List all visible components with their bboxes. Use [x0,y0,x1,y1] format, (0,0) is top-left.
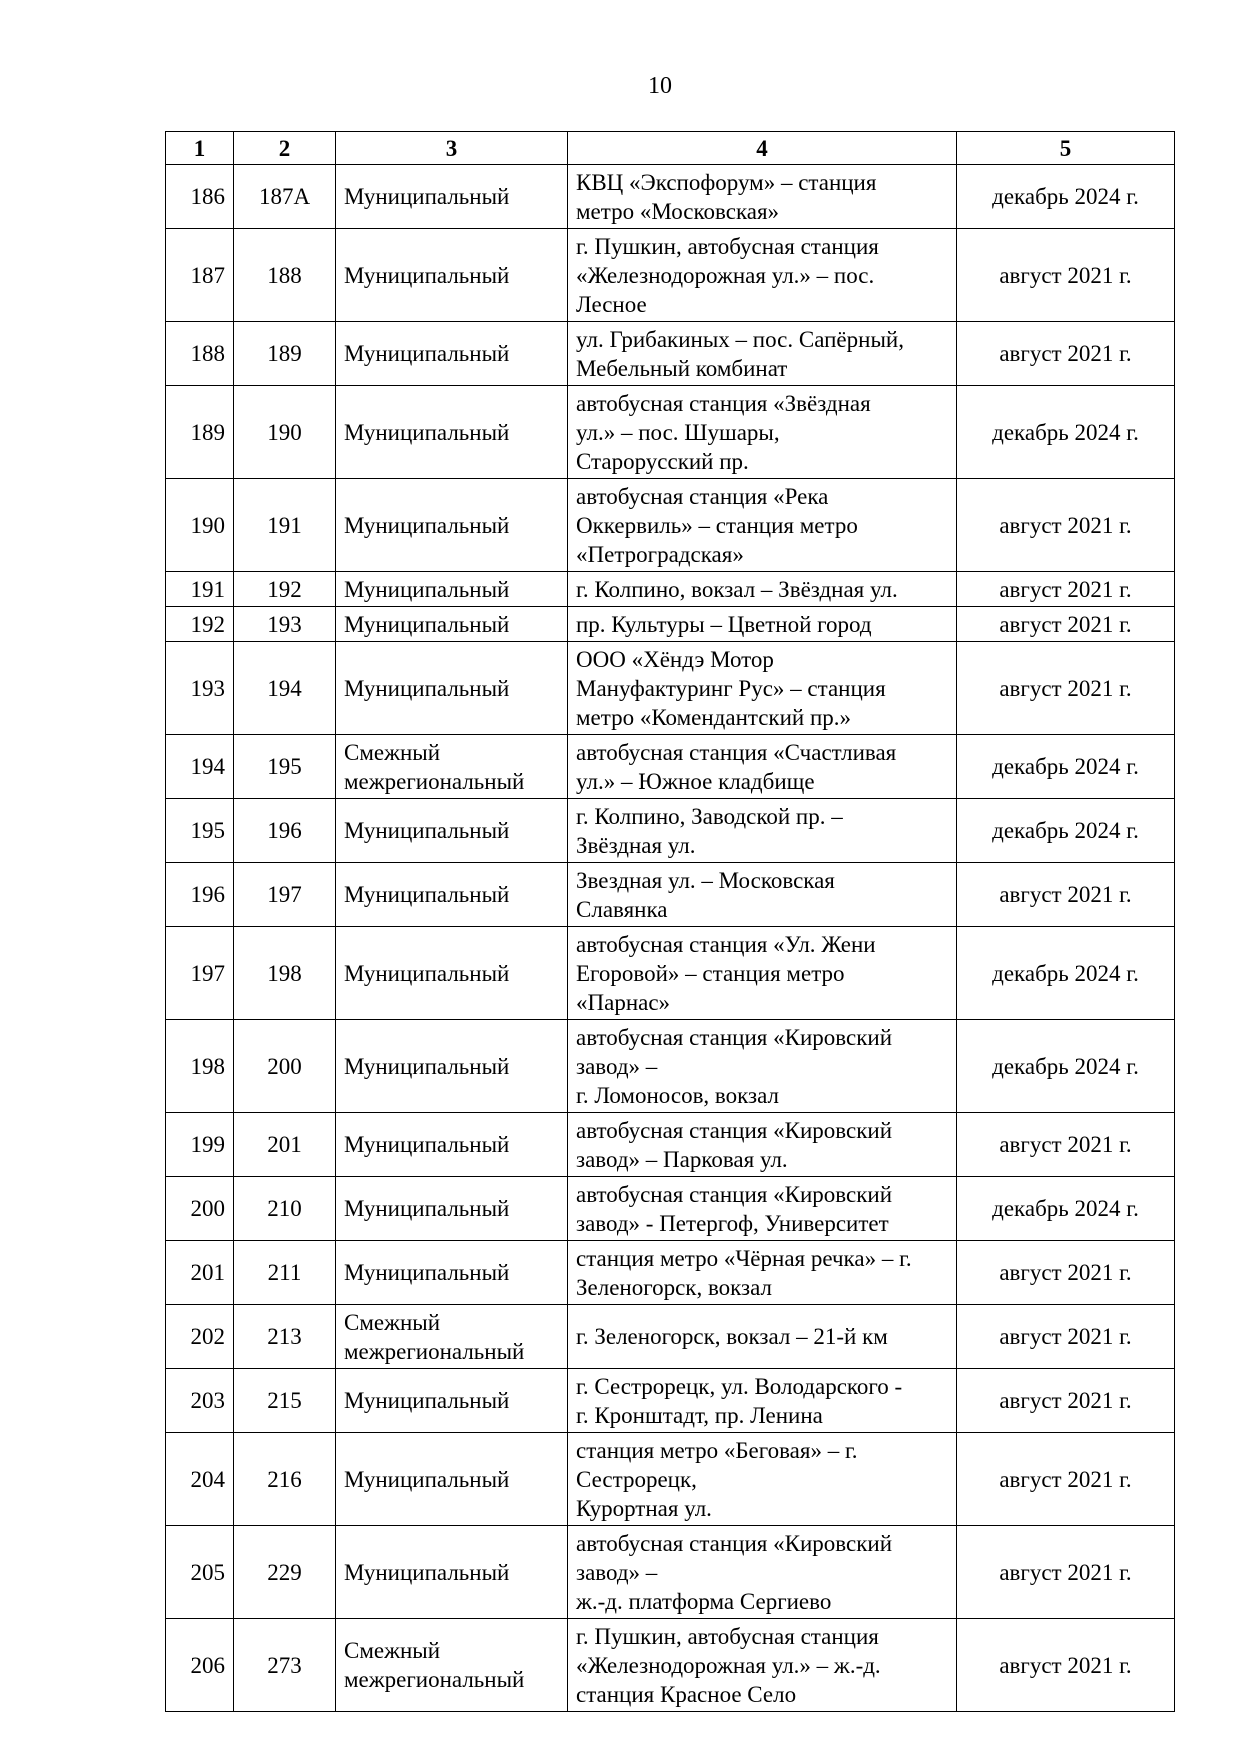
route-number [234,1305,336,1369]
route-path-line: автобусная станция «Ул. Жени [576,931,876,957]
route-type-line: Муниципальный [344,1388,510,1413]
route-path-line: автобусная станция «Река [576,483,829,509]
route-number [234,165,336,229]
row-number-text: 204 [190,1466,225,1492]
route-type-line: Муниципальный [344,1466,510,1492]
route-path [568,386,957,479]
route-type [336,863,568,927]
row-number-text: 198 [190,1053,225,1079]
table-row [166,229,1175,322]
route-type-line: Муниципальный [344,184,510,209]
route-date-text: декабрь 2024 г. [992,419,1139,445]
route-number-text: 213 [267,1324,302,1349]
row-number-text: 201 [190,1260,225,1285]
route-path [568,642,957,735]
route-date [957,1113,1175,1177]
route-number-text: 196 [267,818,302,843]
table-row [166,165,1175,229]
route-date [957,642,1175,735]
route-date [957,165,1175,229]
row-number-text: 195 [190,818,225,843]
route-date-text: август 2021 г. [999,1388,1132,1413]
route-number [234,1526,336,1619]
row-number [166,165,234,229]
route-type-line: Смежный [344,1309,441,1335]
route-path [568,1369,957,1433]
route-path-line: автобусная станция «Звёздная [576,390,871,416]
row-number [166,1433,234,1526]
table-row [166,642,1175,735]
route-path [568,1020,957,1113]
route-type [336,1369,568,1433]
route-type [336,642,568,735]
route-path-line: завод» - Петергоф, Университет [576,1210,889,1236]
row-number-text: 186 [190,184,225,209]
table-row [166,1619,1175,1712]
table-row [166,1241,1175,1305]
row-number-text: 193 [190,675,225,701]
route-type [336,322,568,386]
row-number-text: 187 [190,262,225,288]
route-number-text: 188 [267,262,302,288]
route-path-line: Сестрорецк, [576,1466,697,1492]
route-path [568,607,957,642]
route-path-line: Зеленогорск, вокзал [576,1274,773,1300]
route-number-text: 195 [267,754,302,779]
row-number [166,863,234,927]
route-date [957,322,1175,386]
route-path-line: ж.-д. платформа Сергиево [576,1588,832,1614]
route-date [957,863,1175,927]
table-row [166,927,1175,1020]
route-path [568,1241,957,1305]
route-date-text: август 2021 г. [999,1559,1132,1585]
row-number [166,642,234,735]
route-number-text: 210 [267,1196,302,1221]
route-number [234,1020,336,1113]
route-type-line: межрегиональный [344,1338,525,1364]
route-path [568,479,957,572]
route-number-text: 215 [267,1388,302,1413]
row-number [166,927,234,1020]
route-number [234,1241,336,1305]
table-row [166,863,1175,927]
route-path-line: г. Пушкин, автобусная станция [576,1623,879,1649]
table-row [166,607,1175,642]
route-type-line: Муниципальный [344,960,510,986]
route-type [336,165,568,229]
route-number [234,735,336,799]
route-date [957,386,1175,479]
route-number-text: 200 [267,1053,302,1079]
row-number [166,799,234,863]
route-path-line: «Железнодорожная ул.» – ж.-д. [576,1652,881,1678]
route-number [234,863,336,927]
route-path-line: г. Пушкин, автобусная станция [576,233,879,259]
route-path-line: завод» – [576,1559,658,1585]
route-number-text: 201 [267,1132,302,1157]
route-number-text: 197 [267,882,302,907]
row-number-text: 190 [190,512,225,538]
route-path-line: г. Зеленогорск, вокзал – 21-й км [576,1324,888,1349]
table-row [166,1305,1175,1369]
table-row [166,1113,1175,1177]
route-number-text: 190 [267,419,302,445]
route-type [336,386,568,479]
route-number-text: 198 [267,960,302,986]
route-type-line: Муниципальный [344,576,510,602]
route-path-line: автобусная станция «Кировский [576,1024,893,1050]
route-type [336,735,568,799]
route-date-text: декабрь 2024 г. [992,960,1139,986]
route-path [568,1619,957,1712]
route-path-line: «Петроградская» [576,541,744,567]
row-number [166,1177,234,1241]
route-type-line: Муниципальный [344,675,510,701]
route-date [957,1020,1175,1113]
table-row [166,735,1175,799]
route-number [234,1113,336,1177]
route-number [234,1619,336,1712]
route-date-text: август 2021 г. [999,882,1132,907]
route-type [336,1020,568,1113]
route-path-line: г. Колпино, Заводской пр. – [576,803,843,829]
table-row [166,386,1175,479]
row-number [166,229,234,322]
route-path-line: ООО «Хёндэ Мотор [576,646,774,672]
route-number [234,386,336,479]
row-number-text: 200 [190,1196,225,1221]
table-row [166,1177,1175,1241]
page-number: 10 [648,73,672,99]
route-date [957,572,1175,607]
route-path-line: г. Ломоносов, вокзал [576,1082,779,1108]
route-type [336,572,568,607]
route-number-text: 187А [258,184,311,209]
route-type-line: Муниципальный [344,1260,510,1285]
route-path-line: автобусная станция «Кировский [576,1117,893,1143]
route-path-line: станция метро «Беговая» – г. [576,1437,858,1463]
route-path-line: метро «Комендантский пр.» [576,704,852,730]
route-path-line: ул.» – пос. Шушары, [576,419,780,445]
route-date [957,1369,1175,1433]
route-type [336,479,568,572]
route-path [568,1113,957,1177]
table-row [166,572,1175,607]
route-path [568,1305,957,1369]
route-path-line: Славянка [576,896,668,922]
row-number-text: 189 [190,419,225,445]
row-number [166,1020,234,1113]
header-row [166,132,1175,165]
route-date-text: август 2021 г. [999,512,1132,538]
row-number [166,572,234,607]
row-number-text: 196 [190,882,225,907]
route-date [957,799,1175,863]
route-number [234,322,336,386]
route-number [234,479,336,572]
route-number-text: 211 [267,1260,302,1285]
header-col-4: 4 [568,132,957,165]
route-number [234,1433,336,1526]
row-number [166,1305,234,1369]
row-number-text: 191 [190,576,225,602]
route-date [957,229,1175,322]
route-type [336,229,568,322]
route-path [568,165,957,229]
route-type-line: межрегиональный [344,1667,525,1692]
route-path [568,1177,957,1241]
row-number-text: 192 [190,611,225,637]
route-number [234,1369,336,1433]
route-number [234,229,336,322]
route-path-line: завод» – Парковая ул. [576,1146,788,1172]
table-row [166,799,1175,863]
route-number [234,927,336,1020]
route-path-line: Лесное [576,291,647,317]
route-type [336,1305,568,1369]
row-number-text: 194 [190,754,225,779]
route-type-line: Муниципальный [344,1053,510,1079]
route-type-line: Муниципальный [344,419,510,445]
route-type-line: Муниципальный [344,262,510,288]
header-col-2: 2 [234,132,336,165]
row-number [166,386,234,479]
row-number [166,735,234,799]
route-date-text: август 2021 г. [999,1324,1132,1349]
route-type [336,799,568,863]
row-number [166,1369,234,1433]
route-type-line: Муниципальный [344,1132,510,1157]
route-number [234,607,336,642]
route-path-line: Старорусский пр. [576,448,749,474]
row-number [166,1241,234,1305]
route-path [568,1526,957,1619]
route-date-text: август 2021 г. [999,1652,1132,1678]
table-row [166,479,1175,572]
route-type-line: Смежный [344,1638,441,1663]
route-number [234,1177,336,1241]
route-path-line: «Железнодорожная ул.» – пос. [576,262,875,288]
route-number-text: 193 [267,611,302,637]
route-date [957,479,1175,572]
route-type-line: Муниципальный [344,1196,510,1221]
route-path-line: КВЦ «Экспофорум» – станция [576,169,877,195]
route-date-text: декабрь 2024 г. [992,184,1139,209]
route-path [568,863,957,927]
row-number-text: 206 [190,1652,225,1678]
route-path-line: станция метро «Чёрная речка» – г. [576,1245,912,1271]
route-date-text: август 2021 г. [999,341,1132,366]
route-type-line: Муниципальный [344,512,510,538]
route-date [957,1433,1175,1526]
route-date [957,1305,1175,1369]
row-number [166,479,234,572]
route-path-line: автобусная станция «Счастливая [576,739,897,765]
route-date-text: август 2021 г. [999,1260,1132,1285]
route-type-line: Муниципальный [344,882,510,907]
route-type-line: Муниципальный [344,341,510,366]
route-date-text: декабрь 2024 г. [992,818,1139,843]
row-number-text: 188 [190,341,225,366]
route-date [957,607,1175,642]
route-path-line: Курортная ул. [576,1495,712,1521]
route-path-line: «Парнас» [576,989,671,1015]
table-row [166,1369,1175,1433]
route-date [957,927,1175,1020]
route-path-line: Мануфактуринг Рус» – станция [576,675,886,701]
route-number-text: 273 [267,1652,302,1678]
route-date-text: август 2021 г. [999,675,1132,701]
table-row [166,1526,1175,1619]
route-date-text: август 2021 г. [999,611,1132,637]
route-path-line: Звездная ул. – Московская [576,867,835,893]
route-type [336,1619,568,1712]
route-type [336,1177,568,1241]
route-type [336,1241,568,1305]
route-date [957,1619,1175,1712]
route-date-text: декабрь 2024 г. [992,1053,1139,1079]
route-path [568,1433,957,1526]
row-number-text: 197 [190,960,225,986]
header-col-3: 3 [336,132,568,165]
route-number-text: 192 [267,576,302,602]
route-number-text: 194 [267,675,302,701]
route-type [336,1433,568,1526]
route-date [957,735,1175,799]
row-number [166,1113,234,1177]
table-row [166,1020,1175,1113]
route-path [568,572,957,607]
route-type-line: Муниципальный [344,611,510,637]
route-path [568,799,957,863]
route-path [568,927,957,1020]
route-number-text: 216 [267,1466,302,1492]
route-date-text: август 2021 г. [999,1132,1132,1157]
route-date-text: август 2021 г. [999,1466,1132,1492]
route-path-line: пр. Культуры – Цветной город [576,611,872,637]
route-type-line: межрегиональный [344,768,525,794]
route-path-line: Звёздная ул. [576,832,696,858]
route-date [957,1526,1175,1619]
route-type [336,1526,568,1619]
route-number [234,572,336,607]
route-number [234,642,336,735]
route-type [336,1113,568,1177]
row-number-text: 199 [190,1132,225,1157]
route-path-line: автобусная станция «Кировский [576,1181,893,1207]
route-path-line: Мебельный комбинат [576,355,788,381]
route-number [234,799,336,863]
route-path-line: станция Красное Село [576,1681,797,1707]
header-col-5: 5 [957,132,1175,165]
route-path-line: ул. Грибакиных – пос. Сапёрный, [576,326,904,352]
route-path-line: г. Колпино, вокзал – Звёздная ул. [576,576,898,602]
route-path [568,322,957,386]
route-path-line: Егоровой» – станция метро [576,960,845,986]
row-number [166,607,234,642]
route-date-text: декабрь 2024 г. [992,754,1139,779]
route-date-text: декабрь 2024 г. [992,1196,1139,1221]
row-number [166,1526,234,1619]
route-type-line: Смежный [344,739,441,765]
route-path-line: г. Кронштадт, пр. Ленина [576,1402,823,1428]
route-date-text: август 2021 г. [999,262,1132,288]
row-number-text: 205 [190,1559,225,1585]
route-date [957,1177,1175,1241]
route-number-text: 191 [267,512,302,538]
route-type [336,927,568,1020]
table-row [166,1433,1175,1526]
row-number-text: 202 [190,1324,225,1349]
route-number-text: 229 [267,1559,302,1585]
route-path-line: завод» – [576,1053,658,1079]
route-path-line: автобусная станция «Кировский [576,1530,893,1556]
header-col-1: 1 [166,132,234,165]
route-type-line: Муниципальный [344,1559,510,1585]
routes-table [165,131,1175,1712]
table-body [166,165,1175,1712]
route-path [568,735,957,799]
route-type-line: Муниципальный [344,818,510,843]
row-number-text: 203 [190,1388,225,1413]
route-path-line: Оккервиль» – станция метро [576,512,858,538]
row-number [166,1619,234,1712]
route-path [568,229,957,322]
route-number-text: 189 [267,341,302,366]
route-path-line: метро «Московская» [576,198,780,224]
route-path-line: г. Сестрорецк, ул. Володарского - [576,1373,903,1399]
route-date-text: август 2021 г. [999,576,1132,602]
route-date [957,1241,1175,1305]
row-number [166,322,234,386]
route-type [336,607,568,642]
route-path-line: ул.» – Южное кладбище [576,768,815,794]
table-row [166,322,1175,386]
